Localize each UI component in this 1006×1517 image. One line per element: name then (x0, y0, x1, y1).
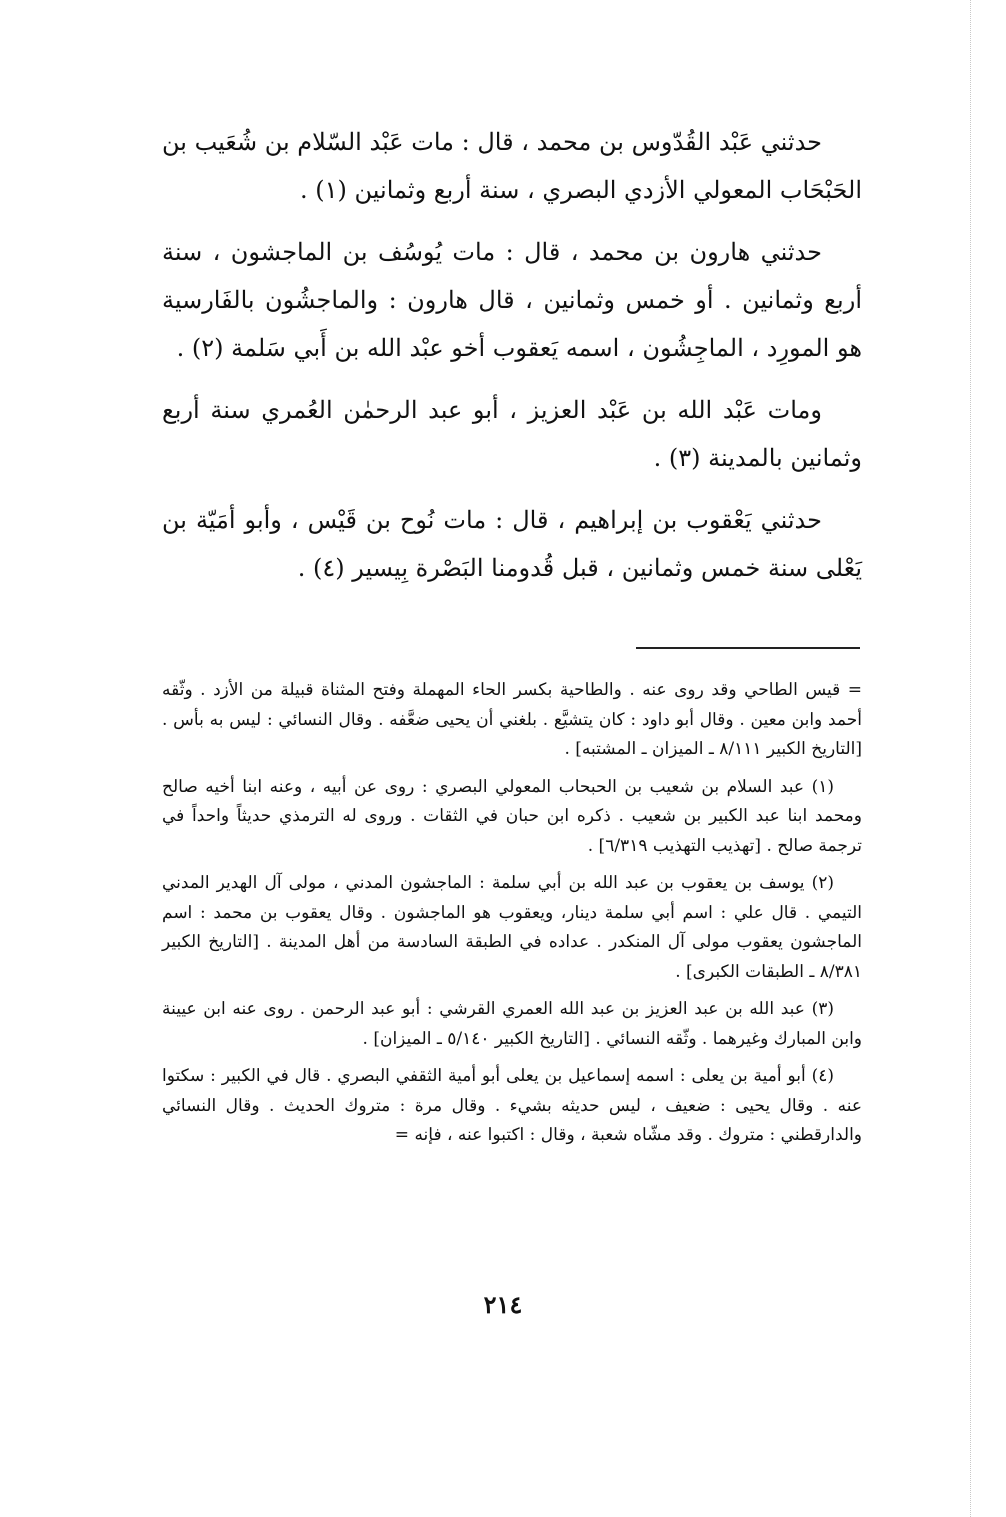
footnote-1: (١) عبد السلام بن شعيب بن الحبحاب المعولي البصري : روى عن أبيه ، وعنه ابنا أخيه صالح ومحمد ابنا عبد الكبير بن شعيب . ذكره ابن حبان في الثقات . وروى له الترمذي حديثاً واحداً في ترجمة صالح . [تهذيب التهذيب ٦/٣١٩] . (162, 776, 862, 856)
footnote-3: (٣) عبد الله بن عبد العزيز بن عبد الله العمري القرشي : أبو عبد الرحمن . روى عنه ابن عيينة وابن المبارك وغيرهما . وثّقه النسائي . [التاريخ الكبير ٥/١٤٠ ـ الميزان] . (162, 999, 862, 1049)
scan-edge-line (970, 0, 971, 1517)
main-paragraph-2: حدثني هارون بن محمد ، قال : مات يُوسُف بن الماجشون ، سنة أربع وثمانين . أو خمس وثمانين ، قال هارون : والماجشُون بالفَارسية هو المورِد ، الماجِشُون ، اسمه يَعقوب أخو عبْد الله بن أَبي سَلمة (٢) . (162, 238, 862, 362)
footnote-4: (٤) أبو أمية بن يعلى : اسمه إسماعيل بن يعلى أبو أمية الثقفي البصري . قال في الكبير : سكتوا عنه . وقال يحيى : ضعيف ، ليس حديثه بشيء . وقال مرة : متروك الحديث . وقال النسائي والدارقطني : متروك . وقد مشّاه شعبة ، وقال : اكتبوا عنه ، فإنه = (162, 1066, 862, 1145)
main-paragraph-4: حدثني يَعْقوب بن إبراهيم ، قال : مات نُوح بن قَيْس ، وأبو أمَيّة بن يَعْلى سنة خمس وثمانين ، قبل قُدومنا البَصْرة بِيسير (٤) . (162, 506, 862, 582)
footnote-2: (٢) يوسف بن يعقوب بن عبد الله بن أبي سلمة : الماجشون المدني ، مولى آل الهدير المدني التيمي . قال علي : اسم أبي سلمة دينار، ويعقوب هو الماجشون . وقال يعقوب بن محمد : اسم الماجشون يعقوب مولى آل المنكدر . عداده في الطبقة السادسة من أهل المدينة . [التاريخ الكبير ٨/٣٨١ ـ الطبقات الكبرى] . (162, 873, 862, 982)
main-paragraph-1: حدثني عَبْد القُدّوس بن محمد ، قال : مات عَبْد السّلام بن شُعَيب بن الحَبْحَاب المعولي الأزدي البصري ، سنة أربع وثمانين (١) . (161, 128, 862, 204)
page-number: ٢١٤ (483, 1290, 523, 1319)
footnote-continuation: = قيس الطاحي وقد روى عنه . والطاحية بكسر الحاء المهملة وفتح المثناة قبيلة من الأزد . وثّقه أحمد وابن معين . وقال أبو داود : كان يتشيَّع . بلغني أن يحيى ضعَّفه . وقال النسائي : ليس به بأس . [التاريخ الكبير ٨/١١١ ـ الميزان ـ المشتبه] . (162, 680, 862, 759)
footnote-separator (636, 647, 860, 649)
footnotes (162, 676, 862, 1159)
main-paragraph-3: ومات عَبْد الله بن عَبْد العزيز ، أبو عبد الرحمٰن العُمري سنة أربع وثمانين بالمدينة (٣) . (162, 396, 862, 472)
main-text (162, 118, 862, 606)
